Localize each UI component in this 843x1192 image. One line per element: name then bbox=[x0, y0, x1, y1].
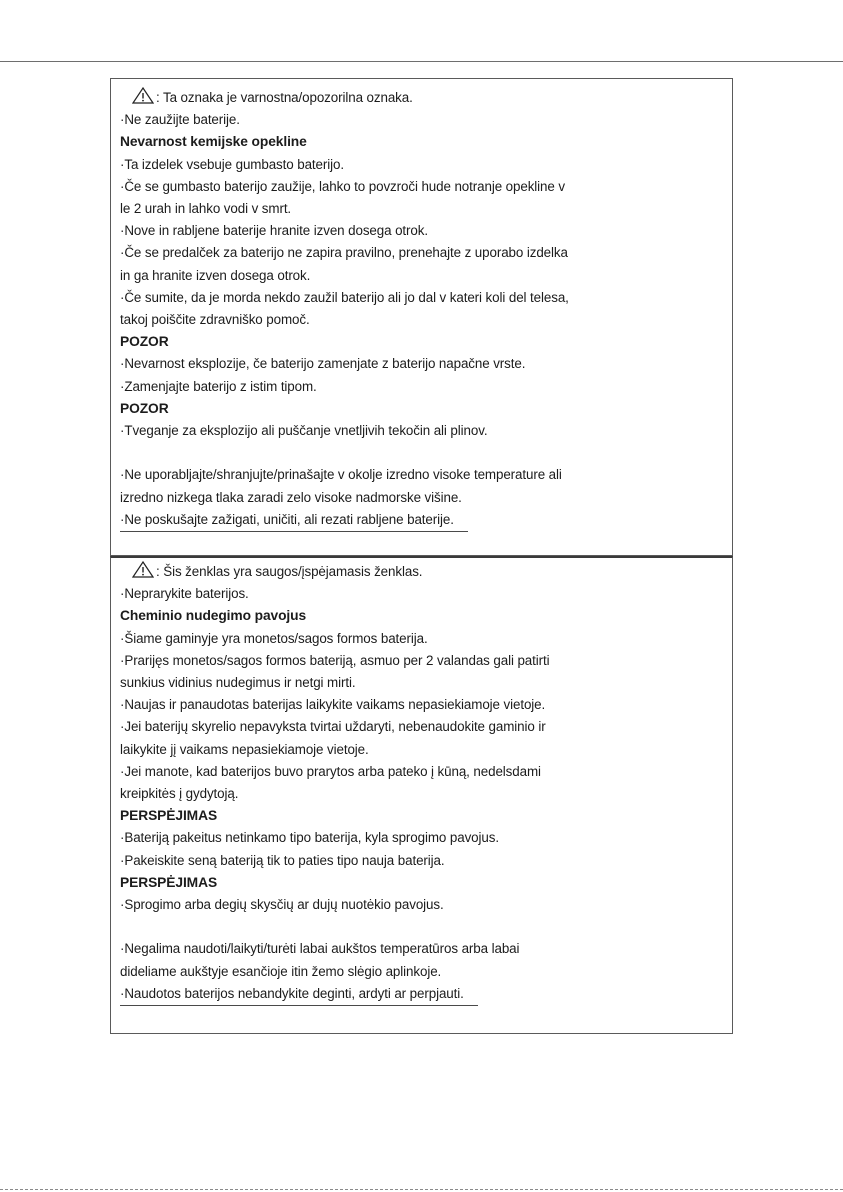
text-line-content: ·Ne zaužijte baterije. bbox=[120, 112, 240, 128]
text-line bbox=[120, 961, 732, 983]
section-heading bbox=[120, 331, 732, 353]
text-line-content: ·Če se predalček za baterijo ne zapira pravilno, prenehajte z uporabo izdelka bbox=[120, 245, 568, 261]
slovenian-lines bbox=[120, 109, 732, 532]
text-line-content: in ga hranite izven dosega otrok. bbox=[120, 267, 311, 283]
text-line bbox=[120, 983, 732, 1006]
text-line-content: ·Naujas ir panaudotas baterijas laikykite vaikams nepasiekiamoje vietoje. bbox=[120, 697, 546, 713]
section-heading bbox=[120, 805, 732, 827]
text-line-content: ·Nevarnost eksplozije, če baterijo zamenjate z baterijo napačne vrste. bbox=[120, 356, 526, 372]
text-line-content: ·Pakeiskite seną bateriją tik to paties tipo nauja baterija. bbox=[120, 852, 445, 868]
text-line bbox=[120, 739, 732, 761]
text-line bbox=[120, 694, 732, 716]
blank-line bbox=[120, 916, 732, 938]
warning-symbol-text: : Šis ženklas yra saugos/įspėjamasis ženklas. bbox=[156, 564, 423, 579]
text-line bbox=[120, 220, 732, 242]
text-line bbox=[120, 894, 732, 916]
warning-symbol-line bbox=[120, 87, 732, 109]
text-line bbox=[120, 464, 732, 486]
text-line-content: ·Šiame gaminyje yra monetos/sagos formos baterija. bbox=[120, 630, 428, 646]
slovenian-warning-box bbox=[110, 78, 733, 556]
section-heading bbox=[120, 872, 732, 894]
section-heading-text: PERSPĖJIMAS bbox=[120, 874, 218, 890]
text-line-content: ·Naudotos baterijos nebandykite deginti, ardyti ar perpjauti. bbox=[120, 983, 478, 1006]
text-line bbox=[120, 783, 732, 805]
header-rule bbox=[0, 61, 843, 62]
text-line-content: ·Bateriją pakeitus netinkamo tipo baterija, kyla sprogimo pavojus. bbox=[120, 830, 499, 846]
text-line-content: ·Sprogimo arba degių skysčių ar dujų nuotėkio pavojus. bbox=[120, 897, 444, 913]
text-line-content: ·Jei baterijų skyrelio nepavyksta tvirtai uždaryti, nebenaudokite gaminio ir bbox=[120, 719, 546, 735]
text-line bbox=[120, 509, 732, 532]
text-line-content: ·Tveganje za eksplozijo ali puščanje vnetljivih tekočin ali plinov. bbox=[120, 423, 488, 439]
section-heading bbox=[120, 605, 732, 627]
warning-symbol-line bbox=[120, 561, 732, 583]
text-line bbox=[120, 583, 732, 605]
text-line bbox=[120, 850, 732, 872]
text-line bbox=[120, 198, 732, 220]
blank-line bbox=[120, 442, 732, 464]
text-line bbox=[120, 761, 732, 783]
text-line bbox=[120, 376, 732, 398]
warning-triangle-icon bbox=[132, 561, 154, 578]
text-line-content: ·Prarijęs monetos/sagos formos bateriją, asmuo per 2 valandas gali patirti bbox=[120, 652, 550, 668]
text-line bbox=[120, 154, 732, 176]
text-line-content: ·Ne uporabljajte/shranjujte/prinašajte v okolje izredno visoke temperature ali bbox=[120, 467, 562, 483]
text-line-content: le 2 urah in lahko vodi v smrt. bbox=[120, 201, 292, 217]
text-line-content: ·Negalima naudoti/laikyti/turėti labai aukštos temperatūros arba labai bbox=[120, 941, 520, 957]
text-line-content: ·Ne poskušajte zažigati, uničiti, ali rezati rabljene baterije. bbox=[120, 509, 468, 532]
warning-triangle-icon bbox=[132, 87, 154, 104]
text-line-content: ·Neprarykite baterijos. bbox=[120, 586, 249, 602]
warning-symbol-text: : Ta oznaka je varnostna/opozorilna oznaka. bbox=[156, 90, 413, 105]
footer-rule bbox=[0, 1189, 843, 1190]
text-line-content: ·Če sumite, da je morda nekdo zaužil baterijo ali jo dal v kateri koli del telesa, bbox=[120, 289, 569, 305]
text-line-content: ·Ta izdelek vsebuje gumbasto baterijo. bbox=[120, 156, 344, 172]
text-line bbox=[120, 309, 732, 331]
text-line-content: takoj poiščite zdravniško pomoč. bbox=[120, 312, 310, 328]
section-heading-text: Nevarnost kemijske opekline bbox=[120, 134, 307, 150]
section-heading bbox=[120, 131, 732, 153]
text-line-content: ·Če se gumbasto baterijo zaužije, lahko to povzroči hude notranje opekline v bbox=[120, 178, 565, 194]
text-line bbox=[120, 176, 732, 198]
text-line bbox=[120, 287, 732, 309]
section-heading-text: POZOR bbox=[120, 334, 169, 350]
text-line bbox=[120, 827, 732, 849]
text-line bbox=[120, 265, 732, 287]
lithuanian-warning-box bbox=[110, 556, 733, 1034]
text-line-content: ·Jei manote, kad baterijos buvo prarytos arba pateko į kūną, nedelsdami bbox=[120, 763, 541, 779]
text-line-content: dideliame aukštyje esančioje itin žemo slėgio aplinkoje. bbox=[120, 963, 442, 979]
text-line bbox=[120, 938, 732, 960]
text-line bbox=[120, 628, 732, 650]
text-line bbox=[120, 109, 732, 131]
section-heading-text: Cheminio nudegimo pavojus bbox=[120, 608, 307, 624]
text-line-content: kreipkitės į gydytoją. bbox=[120, 786, 239, 802]
lithuanian-lines bbox=[120, 583, 732, 1006]
text-line bbox=[120, 420, 732, 442]
text-line-content: ·Zamenjajte baterijo z istim tipom. bbox=[120, 378, 317, 394]
text-line bbox=[120, 650, 732, 672]
text-line bbox=[120, 716, 732, 738]
text-line-content: sunkius vidinius nudegimus ir netgi mirti. bbox=[120, 675, 356, 691]
section-heading-text: PERSPĖJIMAS bbox=[120, 808, 218, 824]
section-heading bbox=[120, 398, 732, 420]
text-line-content: ·Nove in rabljene baterije hranite izven dosega otrok. bbox=[120, 223, 428, 239]
text-line bbox=[120, 487, 732, 509]
text-line-content: laikykite jį vaikams nepasiekiamoje vietoje. bbox=[120, 741, 369, 757]
text-line bbox=[120, 242, 732, 264]
text-line bbox=[120, 353, 732, 375]
text-line-content: izredno nizkega tlaka zaradi zelo visoke nadmorske višine. bbox=[120, 489, 462, 505]
text-line bbox=[120, 672, 732, 694]
section-heading-text: POZOR bbox=[120, 400, 169, 416]
